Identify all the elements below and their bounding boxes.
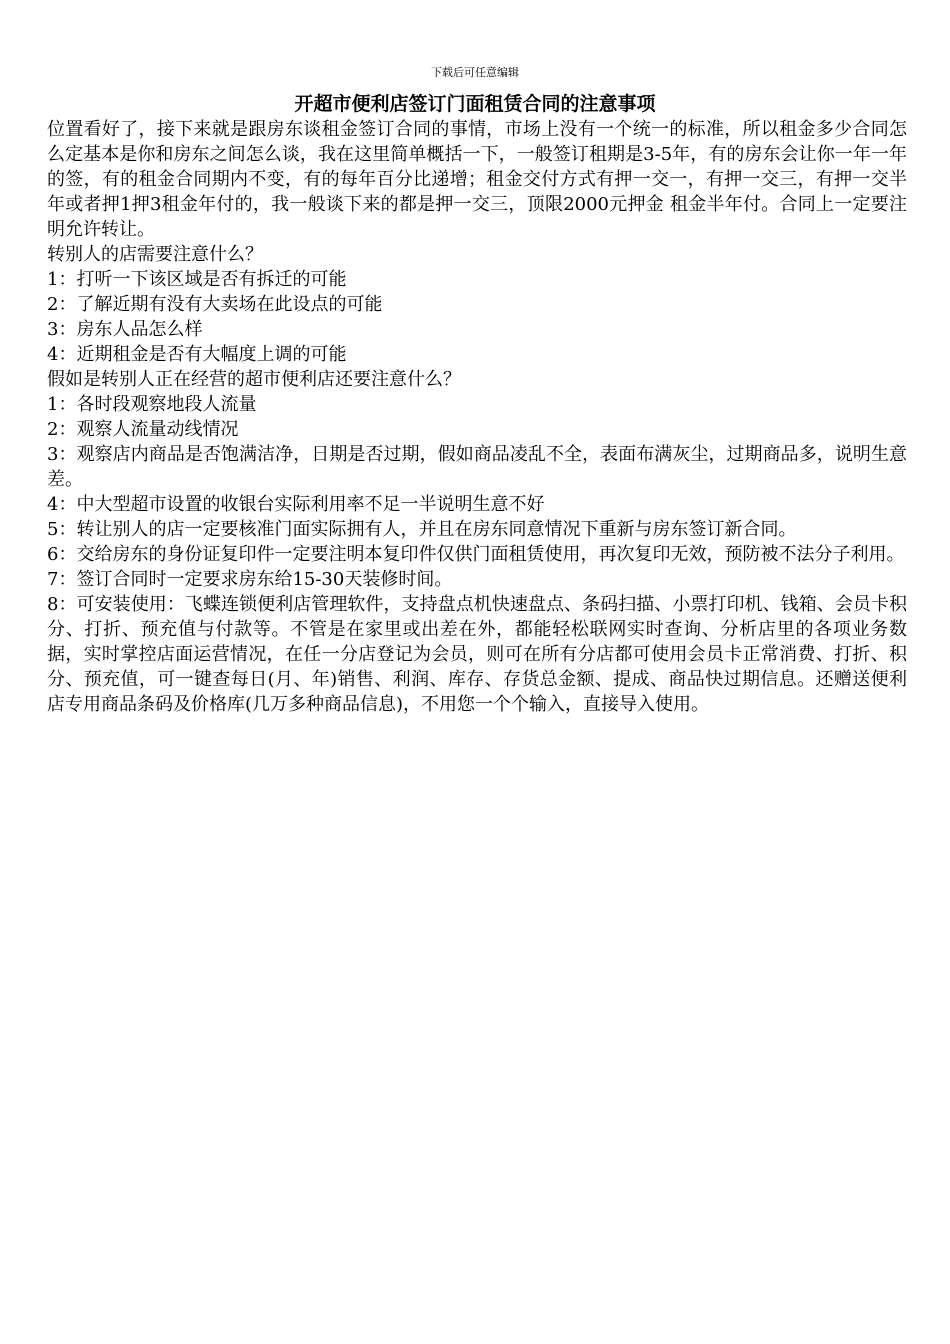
list-item: 1：各时段观察地段人流量 (47, 394, 257, 415)
list-item: 3：观察店内商品是否饱满洁净，日期是否过期，假如商品凌乱不全，表面布满灰尘，过期商品多，说明生意差。 (47, 444, 907, 490)
section-heading-operating-store: 假如是转别人正在经营的超市便利店还要注意什么？ (47, 369, 461, 390)
list-item: 3：房东人品怎么样 (47, 319, 203, 340)
list-item: 6：交给房东的身份证复印件一定要注明本复印件仅供门面租赁使用，再次复印无效，预防被不法分子利用。 (47, 544, 905, 565)
list-item: 4：中大型超市设置的收银台实际利用率不足一半说明生意不好 (47, 494, 545, 515)
section-heading-transfer: 转别人的店需要注意什么？ (47, 244, 263, 265)
list-item: 1：打听一下该区域是否有拆迁的可能 (47, 269, 347, 290)
list-item: 5：转让别人的店一定要核准门面实际拥有人，并且在房东同意情况下重新与房东签订新合同。 (47, 519, 797, 540)
document-body (47, 117, 907, 717)
list-item: 7：签订合同时一定要求房东给15-30天装修时间。 (47, 569, 453, 590)
header-note: 下载后可任意编辑 (431, 66, 519, 79)
list-item: 8：可安装使用：飞蝶连锁便利店管理软件，支持盘点机快速盘点、条码扫描、小票打印机、钱箱、会员卡积分、打折、预充值与付款等。不管是在家里或出差在外，都能轻松联网实时查询、分析店里的各项业务数据，实时掌控店面运营情况，在任一分店登记为会员，则可在所有分店都可使用会员卡正常消费、打折、积分、预充值，可一键查每日(月、年)销售、利润、库存、存货总金额、提成、商品快过期信息。还赠送便利店专用商品条码及价格库(几万多种商品信息)，不用您一个个输入，直接导入使用。 (47, 594, 907, 715)
list-item: 2：了解近期有没有大卖场在此设点的可能 (47, 294, 383, 315)
paragraph-intro: 位置看好了，接下来就是跟房东谈租金签订合同的事情，市场上没有一个统一的标准，所以租金多少合同怎么定基本是你和房东之间怎么谈，我在这里简单概括一下，一般签订租期是3-5年，有的房东会让你一年一年的签，有的租金合同期内不变，有的每年百分比递增；租金交付方式有押一交一，有押一交三，有押一交半年或者押1押3租金年付的，我一般谈下来的都是押一交三，顶限2000元押金 租金半年付。合同上一定要注明允许转让。 (47, 119, 907, 240)
document-title: 开超市便利店签订门面租赁合同的注意事项 (294, 93, 656, 115)
list-item: 4：近期租金是否有大幅度上调的可能 (47, 344, 347, 365)
list-item: 2：观察人流量动线情况 (47, 419, 239, 440)
